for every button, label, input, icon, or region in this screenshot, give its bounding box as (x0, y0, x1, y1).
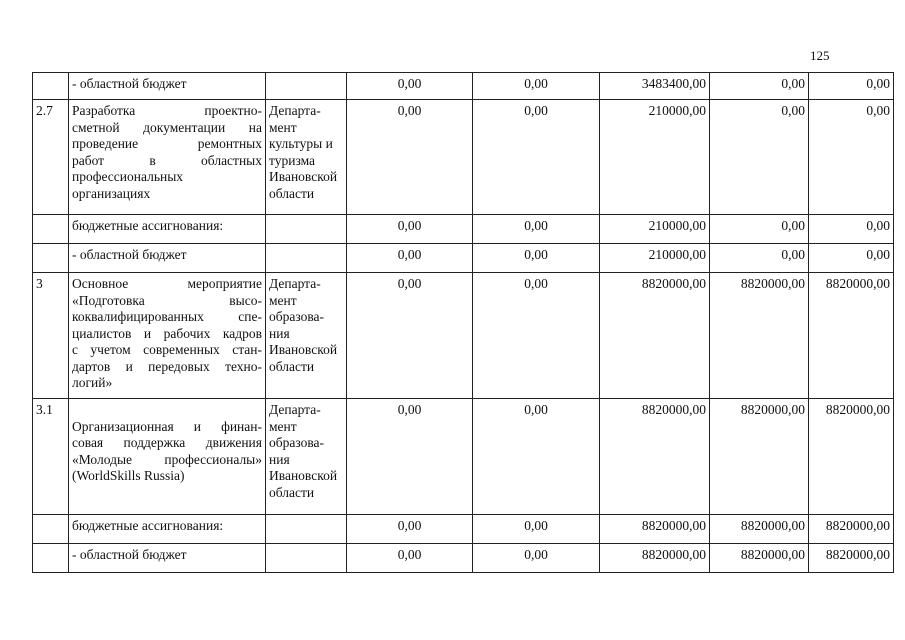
row-name-line: совая поддержка движения (72, 435, 262, 450)
table-row (33, 399, 894, 515)
table-row (33, 544, 894, 573)
row-department-cell (266, 273, 347, 399)
row-department-line: Департа- (269, 276, 321, 291)
value-cell-4: 0,00 (710, 73, 809, 100)
value-cell-2: 0,00 (473, 100, 600, 215)
value-cell-2: 0,00 (473, 544, 600, 573)
row-name-line: бюджетные ассигнования: (72, 218, 224, 233)
value-cell-5: 0,00 (809, 100, 894, 215)
value-cell-5: 8820000,00 (809, 399, 894, 515)
row-name-line: - областной бюджет (72, 76, 187, 91)
value-cell-4: 8820000,00 (710, 399, 809, 515)
row-name-line: Разработка проектно- (72, 103, 262, 118)
row-name-line: «Подготовка высо- (72, 292, 262, 308)
row-name-cell (69, 399, 266, 515)
row-index-cell (33, 544, 69, 573)
row-name-line: - областной бюджет (72, 547, 187, 562)
row-department-cell (266, 73, 347, 100)
row-department-line: Ивановской (269, 342, 338, 357)
value-cell-3: 8820000,00 (600, 515, 710, 544)
value-cell-1: 0,00 (347, 73, 473, 100)
value-cell-3: 3483400,00 (600, 73, 710, 100)
row-name-line: работ в областных (72, 152, 262, 168)
value-cell-1: 0,00 (347, 244, 473, 273)
table-row (33, 215, 894, 244)
table-row (33, 244, 894, 273)
value-cell-1: 0,00 (347, 273, 473, 399)
row-name-line: «Молодые профессионалы» (72, 451, 262, 467)
row-department-line: Ивановской (269, 468, 338, 483)
value-cell-3: 210000,00 (600, 215, 710, 244)
row-name-line: дартов и передовых техно- (72, 358, 262, 374)
value-cell-5: 8820000,00 (809, 544, 894, 573)
value-cell-3: 8820000,00 (600, 273, 710, 399)
value-cell-1: 0,00 (347, 215, 473, 244)
row-name-cell (69, 244, 266, 273)
value-cell-2: 0,00 (473, 244, 600, 273)
row-index-cell: 2.7 (33, 100, 69, 215)
row-department-line: туризма (269, 152, 316, 168)
row-department-cell (266, 399, 347, 515)
value-cell-3: 8820000,00 (600, 544, 710, 573)
row-name-line: Основное мероприятие (72, 276, 262, 291)
row-department-line: Ивановской (269, 169, 338, 184)
value-cell-4: 8820000,00 (710, 515, 809, 544)
value-cell-2: 0,00 (473, 515, 600, 544)
row-department-line: мент (269, 292, 297, 308)
row-department-line: области (269, 185, 315, 201)
page-number: 125 (810, 48, 830, 63)
value-cell-5: 0,00 (809, 73, 894, 100)
row-department-line: Департа- (269, 103, 321, 118)
value-cell-5: 0,00 (809, 244, 894, 273)
table-row (33, 73, 894, 100)
row-index-cell: 3.1 (33, 399, 69, 515)
row-department-cell (266, 100, 347, 215)
row-name-line: проведение ремонтных (72, 136, 262, 151)
row-department-cell (266, 544, 347, 573)
value-cell-5: 8820000,00 (809, 515, 894, 544)
value-cell-4: 0,00 (710, 244, 809, 273)
row-name-line: бюджетные ассигнования: (72, 518, 224, 533)
row-index-cell: 3 (33, 273, 69, 399)
row-name-line: коквалифицированных спе- (72, 309, 262, 324)
value-cell-1: 0,00 (347, 100, 473, 215)
value-cell-4: 8820000,00 (710, 544, 809, 573)
row-index-cell (33, 244, 69, 273)
row-department-line: Департа- (269, 402, 321, 417)
row-name-line: - областной бюджет (72, 247, 187, 262)
row-name-line: профессиональных (72, 169, 184, 184)
row-name-cell (69, 100, 266, 215)
row-name-cell (69, 273, 266, 399)
value-cell-4: 8820000,00 (710, 273, 809, 399)
row-department-cell (266, 515, 347, 544)
value-cell-5: 0,00 (809, 215, 894, 244)
row-name-line: сметной документации на (72, 119, 262, 135)
row-name-line: с учетом современных стан- (72, 342, 262, 357)
table-row (33, 273, 894, 399)
row-index-cell (33, 73, 69, 100)
row-name-line (72, 402, 262, 419)
row-name-cell (69, 73, 266, 100)
value-cell-2: 0,00 (473, 399, 600, 515)
row-name-cell (69, 215, 266, 244)
row-index-cell (33, 515, 69, 544)
row-name-line: организациях (72, 185, 151, 201)
table-row (33, 100, 894, 215)
table-row (33, 515, 894, 544)
value-cell-3: 210000,00 (600, 244, 710, 273)
value-cell-3: 8820000,00 (600, 399, 710, 515)
row-name-line: циалистов и рабочих кадров (72, 325, 262, 341)
row-department-line: мент (269, 418, 297, 434)
value-cell-1: 0,00 (347, 515, 473, 544)
row-department-line: образова- (269, 435, 325, 450)
value-cell-3: 210000,00 (600, 100, 710, 215)
value-cell-2: 0,00 (473, 73, 600, 100)
value-cell-4: 0,00 (710, 215, 809, 244)
row-index-cell (33, 215, 69, 244)
value-cell-2: 0,00 (473, 273, 600, 399)
value-cell-4: 0,00 (710, 100, 809, 215)
value-cell-1: 0,00 (347, 544, 473, 573)
row-department-cell (266, 244, 347, 273)
value-cell-2: 0,00 (473, 215, 600, 244)
value-cell-5: 8820000,00 (809, 273, 894, 399)
row-department-line: мент (269, 119, 297, 135)
row-name-line: логий» (72, 375, 113, 390)
row-name-line: (WorldSkills Russia) (72, 468, 185, 483)
row-department-line: области (269, 484, 315, 500)
row-department-line: области (269, 358, 315, 374)
row-name-line: Организационная и финан- (72, 418, 262, 434)
row-name-cell (69, 544, 266, 573)
row-department-line: ния (269, 451, 290, 467)
row-department-line: культуры и (269, 136, 333, 151)
budget-table (32, 72, 894, 573)
row-department-line: образова- (269, 309, 325, 324)
row-name-cell (69, 515, 266, 544)
row-department-line: ния (269, 325, 290, 341)
row-department-cell (266, 215, 347, 244)
value-cell-1: 0,00 (347, 399, 473, 515)
